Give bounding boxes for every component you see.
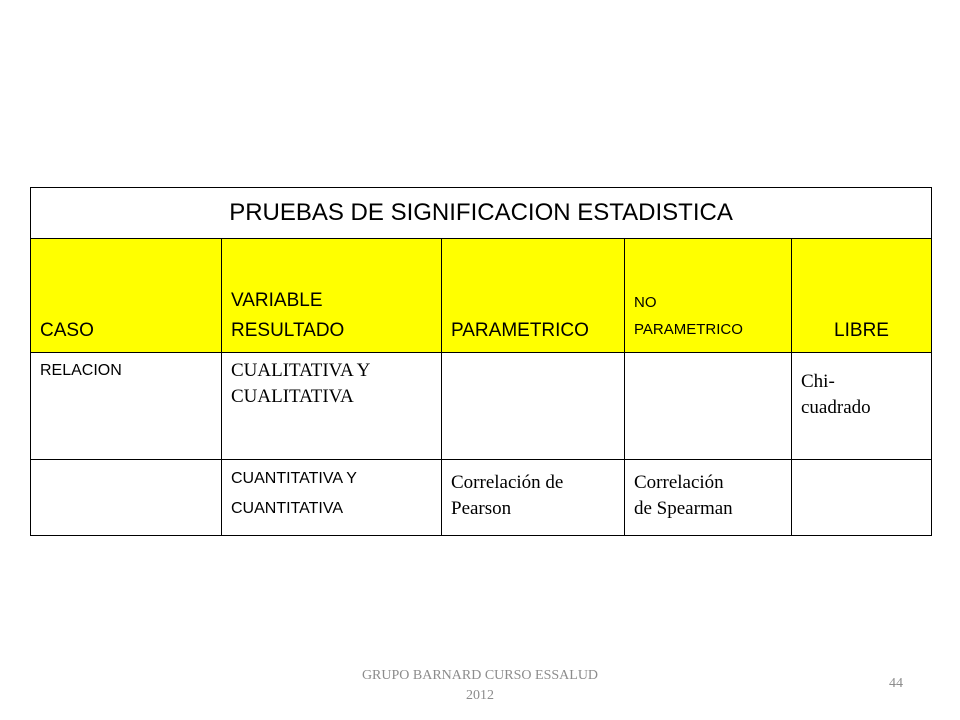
row1-libre-line2: cuadrado: [801, 397, 871, 418]
row2-no-param-line2: de Spearman: [634, 498, 733, 519]
row2-no-param-line1: Correlación: [634, 472, 724, 493]
row2-variable-line1: CUANTITATIVA Y: [231, 470, 357, 487]
row2-libre: [792, 460, 932, 536]
header-no-parametrico: [625, 239, 792, 353]
row1-variable-line1: CUALITATIVA Y: [231, 360, 371, 381]
page-number: 44: [889, 676, 903, 691]
header-caso: CASO: [31, 239, 222, 353]
header-libre: LIBRE: [792, 239, 932, 353]
row2-variable-line2: CUANTITATIVA: [231, 500, 343, 517]
row2-parametrico: [442, 460, 625, 536]
slide-footer: [320, 666, 640, 706]
row2-parametrico-line2: Pearson: [451, 498, 512, 519]
header-no-param-line1: NO: [634, 294, 657, 311]
row1-libre: [792, 353, 932, 460]
row2-no-parametrico: [625, 460, 792, 536]
table-row: [31, 353, 932, 460]
header-parametrico: PARAMETRICO: [442, 239, 625, 353]
row1-parametrico: [442, 353, 625, 460]
header-variable-line1: VARIABLE: [231, 290, 323, 311]
row1-variable-line2: CUALITATIVA: [231, 386, 354, 407]
footer-line2: 2012: [466, 688, 494, 703]
row1-caso: RELACION: [31, 353, 222, 460]
row1-variable: [222, 353, 442, 460]
significance-tests-table: [30, 187, 932, 536]
row1-libre-line1: Chi-: [801, 371, 835, 392]
table-row: [31, 460, 932, 536]
footer-line1: GRUPO BARNARD CURSO ESSALUD: [361, 668, 599, 683]
row2-variable: [222, 460, 442, 536]
header-no-param-line2: PARAMETRICO: [634, 321, 743, 338]
table-title-row: [31, 188, 932, 239]
header-variable-resultado: [222, 239, 442, 353]
row2-parametrico-line1: Correlación de: [451, 472, 564, 493]
header-variable-line2: RESULTADO: [231, 320, 345, 341]
row2-caso: [31, 460, 222, 536]
table-title: PRUEBAS DE SIGNIFICACION ESTADISTICA: [31, 188, 932, 239]
header-row: [31, 239, 932, 353]
row1-no-parametrico: [625, 353, 792, 460]
